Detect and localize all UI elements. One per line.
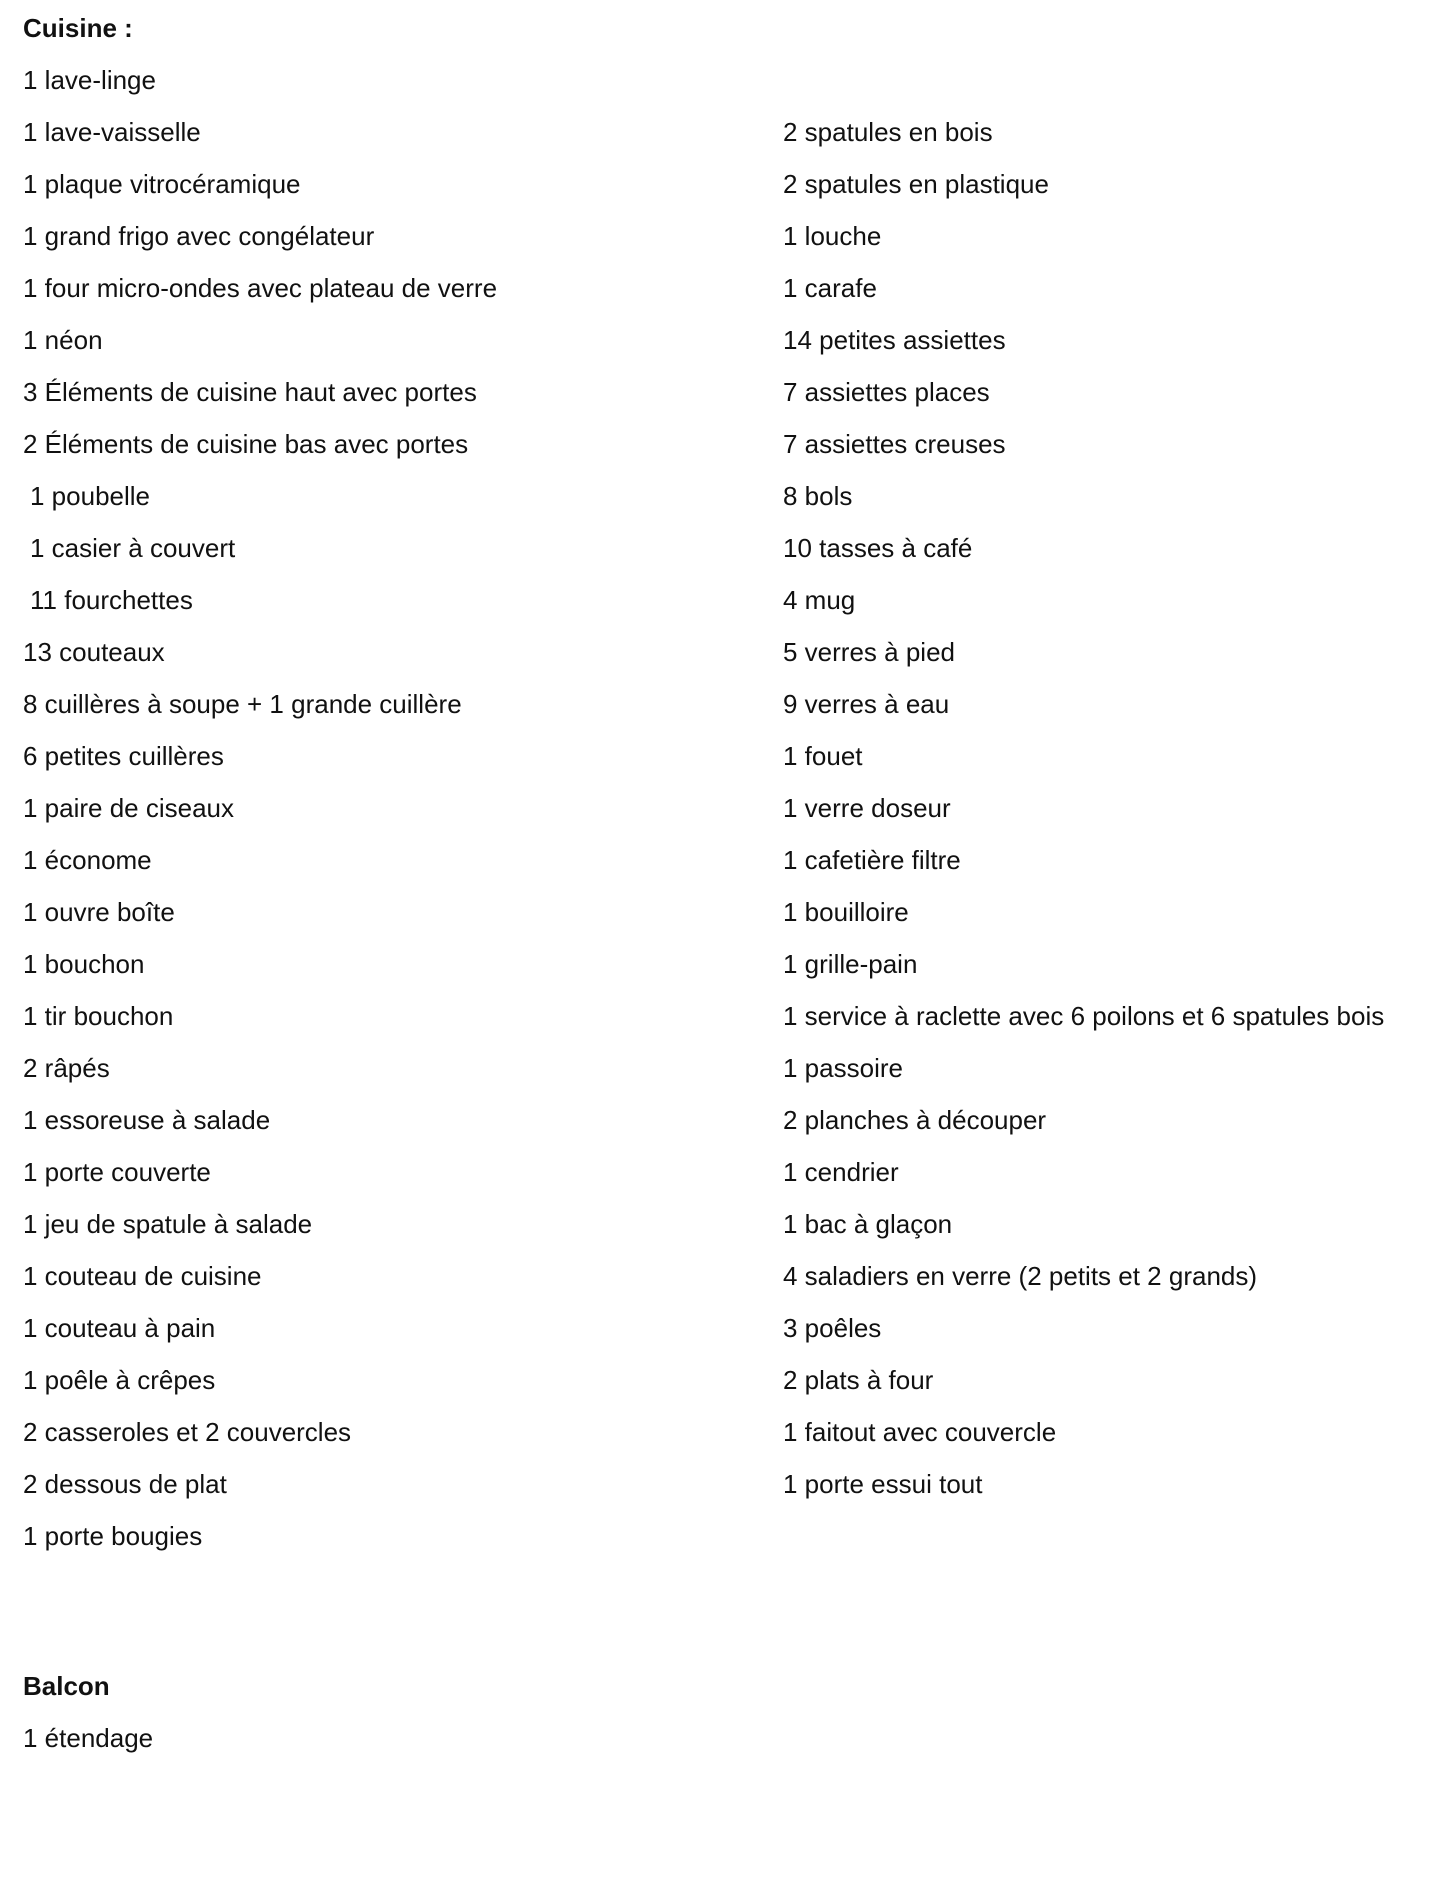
list-item: 8 cuillères à soupe + 1 grande cuillère <box>23 689 462 719</box>
list-item: 1 économe <box>23 845 152 875</box>
list-item: 1 ouvre boîte <box>23 897 175 927</box>
list-item: 1 cendrier <box>783 1157 899 1187</box>
list-item: 11 fourchettes <box>30 585 193 615</box>
list-item: 1 faitout avec couvercle <box>783 1417 1057 1447</box>
list-item: 7 assiettes creuses <box>783 429 1006 459</box>
list-item: 10 tasses à café <box>783 533 973 563</box>
list-item: 1 lave-linge <box>23 65 156 95</box>
list-item: 1 porte essui tout <box>783 1469 983 1499</box>
list-item: 1 paire de ciseaux <box>23 793 235 823</box>
list-item: 1 poubelle <box>30 481 150 511</box>
list-item: 2 spatules en bois <box>783 117 993 147</box>
list-item: 4 mug <box>783 585 856 615</box>
list-item: 1 jeu de spatule à salade <box>23 1209 313 1239</box>
list-item: 9 verres à eau <box>783 689 950 719</box>
list-item: 2 casseroles et 2 couvercles <box>23 1417 352 1447</box>
list-item: 2 plats à four <box>783 1365 934 1395</box>
list-item: 8 bols <box>783 481 853 511</box>
list-item: 14 petites assiettes <box>783 325 1006 355</box>
list-item: 13 couteaux <box>23 637 165 667</box>
balcon-heading: Balcon <box>23 1671 110 1701</box>
list-item: 1 four micro-ondes avec plateau de verre <box>23 273 498 303</box>
list-item: 1 lave-vaisselle <box>23 117 201 147</box>
list-item: 1 couteau à pain <box>23 1313 216 1343</box>
list-item: 2 râpés <box>23 1053 110 1083</box>
list-item: 1 bouchon <box>23 949 145 979</box>
cuisine-left-list <box>23 54 763 1562</box>
list-item: 1 poêle à crêpes <box>23 1365 216 1395</box>
list-item: 1 tir bouchon <box>23 1001 174 1031</box>
list-item: 1 cafetière filtre <box>783 845 961 875</box>
list-item: 1 bouilloire <box>783 897 909 927</box>
list-item: 3 poêles <box>783 1313 882 1343</box>
list-item: 1 passoire <box>783 1053 903 1083</box>
list-item: 1 bac à glaçon <box>783 1209 953 1239</box>
list-item: 1 verre doseur <box>783 793 951 823</box>
list-item: 1 essoreuse à salade <box>23 1105 271 1135</box>
list-item: 2 spatules en plastique <box>783 169 1049 199</box>
list-item: 3 Éléments de cuisine haut avec portes <box>23 377 477 407</box>
list-item: 1 fouet <box>783 741 863 771</box>
list-item: 2 Éléments de cuisine bas avec portes <box>23 429 469 459</box>
list-item: 1 porte bougies <box>23 1521 203 1551</box>
list-item: 1 porte couverte <box>23 1157 211 1187</box>
cuisine-right-list <box>783 106 1433 1510</box>
list-item: 1 service à raclette avec 6 poilons et 6 spatules bois <box>783 1001 1385 1031</box>
list-item: 1 grand frigo avec congélateur <box>23 221 375 251</box>
list-item: 4 saladiers en verre (2 petits et 2 grands) <box>783 1261 1258 1291</box>
list-item: 1 louche <box>783 221 882 251</box>
list-item: 1 grille-pain <box>783 949 918 979</box>
list-item: 6 petites cuillères <box>23 741 224 771</box>
list-item: 2 dessous de plat <box>23 1469 227 1499</box>
list-item: 2 planches à découper <box>783 1105 1047 1135</box>
list-item: 1 étendage <box>23 1723 154 1753</box>
list-item: 1 couteau de cuisine <box>23 1261 262 1291</box>
list-item: 7 assiettes places <box>783 377 990 407</box>
list-item: 1 casier à couvert <box>30 533 236 563</box>
list-item: 1 plaque vitrocéramique <box>23 169 301 199</box>
list-item: 1 carafe <box>783 273 877 303</box>
balcon-list <box>23 1712 153 1764</box>
list-item: 1 néon <box>23 325 103 355</box>
cuisine-heading: Cuisine : <box>23 13 133 43</box>
list-item: 5 verres à pied <box>783 637 955 667</box>
